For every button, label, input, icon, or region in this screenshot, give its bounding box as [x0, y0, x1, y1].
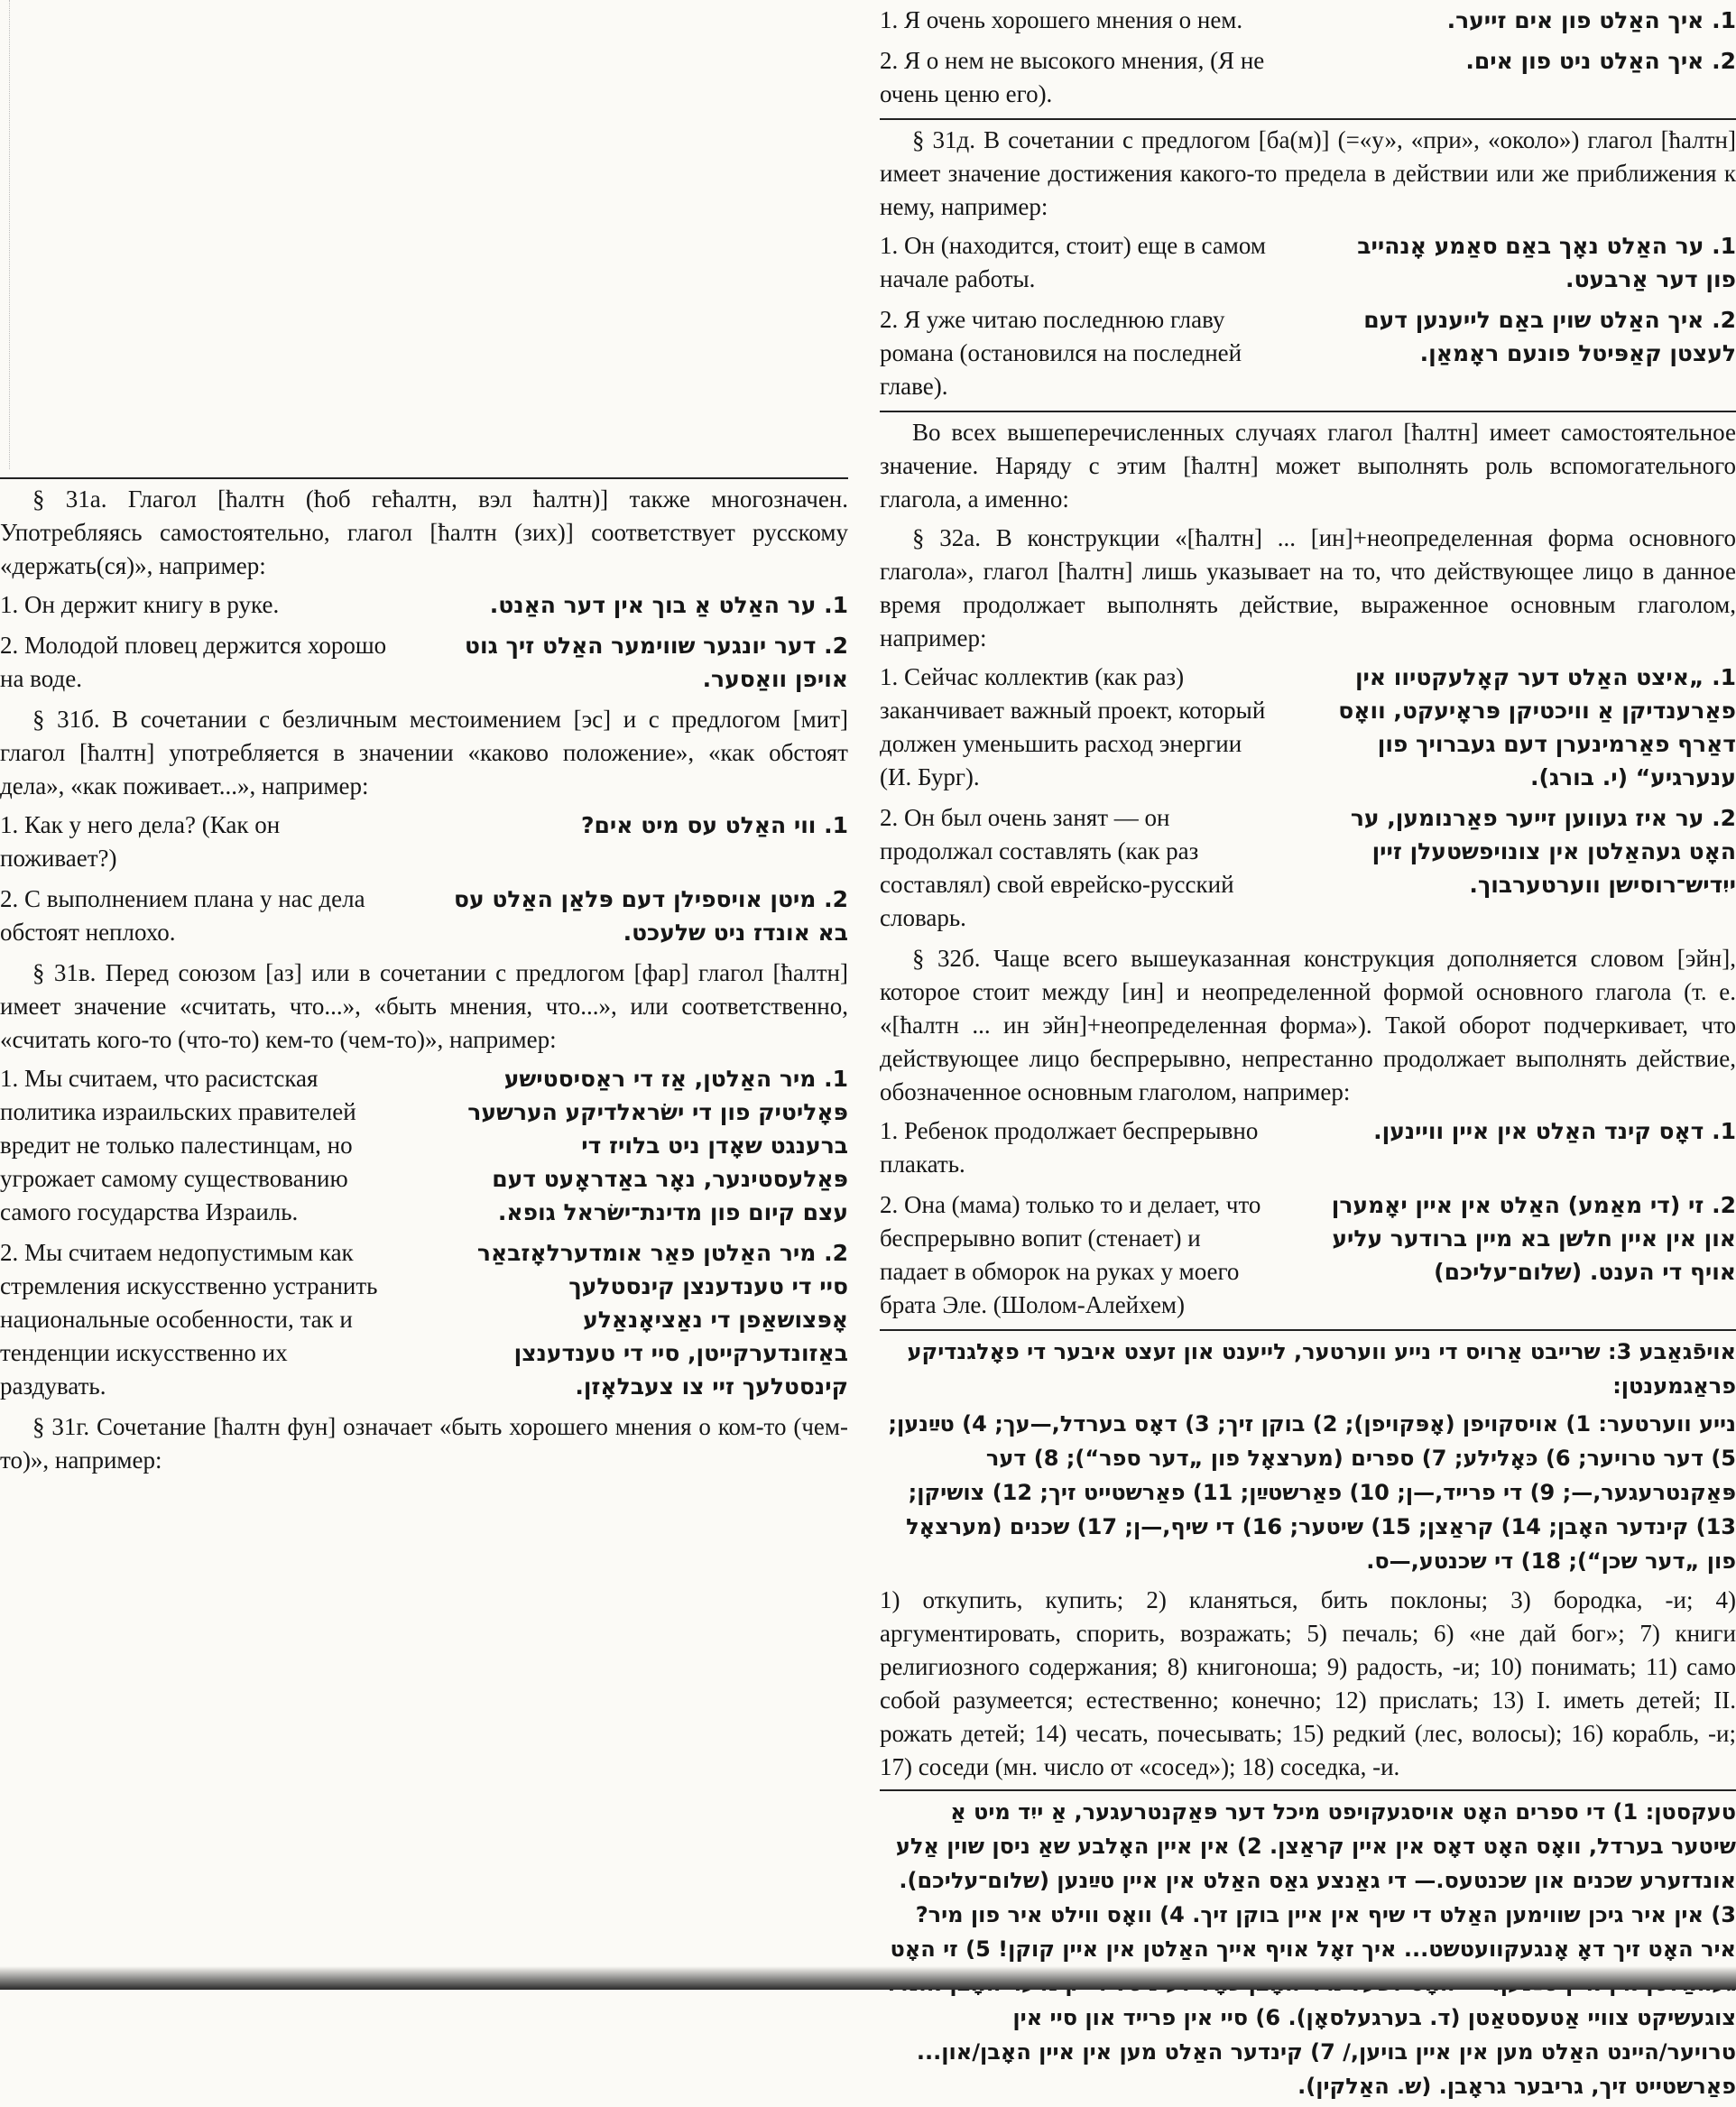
russian-example: 2. Она (мама) только то и делает, что беспрерывно вопит (стенает) и падает в обморок на руках у моего брата Эле. (Шолом-Алейхем): [880, 1191, 1261, 1318]
exercise-heading: אויפֿגאַבע 3: שרייבט אַרויס די נייע ווערטער, לייענט און זעצט איבער די פאָלגנדיקע פראַגמענטן:: [907, 1339, 1736, 1399]
example-row: [0, 1236, 848, 1403]
yiddish-example: 2. זי (די מאַמע) האַלט אין איין יאָמערן און אין איין חלשן בא מיין ברודער עליע אויף די הענט. (שלום־עליכם): [1331, 1192, 1736, 1285]
paragraph-31g: § 31г. Сочетание [ћалтн фун] означает «быть хорошего мнения о ком-то (чем-то)», например:: [0, 1413, 848, 1474]
example-row: [880, 1188, 1736, 1322]
russian-example: 2. Он был очень занят — он продолжал составлять (как раз составлял) свой еврейско-русский словарь.: [880, 804, 1234, 931]
yiddish-example: 1. דאָס קינד האַלט אין איין וויינען.: [1373, 1118, 1736, 1144]
scan-shadow: [0, 1966, 1736, 1990]
russian-example: 1. Как у него дела? (Как он поживает?): [0, 811, 281, 872]
yiddish-example: 2. ער איז געווען זייער פאַרנומען, ער האָט געהאַלטן אין צונויפשטעלן זיין ייִדיש־רוסישן ווערטערבוך.: [1350, 805, 1736, 898]
reading-texts: טעקסטן: 1) די ספרים האָט אויסגעקויפט מיכל דער פּאַקנטרעגער, אַ ייִד מיט אַ שיטער בערדל, וואָס האָט דאָס אין איין קראַצן. 2) אין איין האָלבע שאַ ניסן שוין אַלע אונדזערע שכנים און שכנטעס.— די גאַנצע גאַס האַלט אין איין טײַנען (שלום־עליכם). 3) אין איר גיכן שווימען האַלט די שיף אין איין בוקן זיך. 4) וואָס ווילט איר פון מיר? איר האָט זיך דאָ אָנגעקוועטשט... איך זאָל אויף אייך האַלטן אין איין קוקן! 5) זי האָט צוגעשיקט צוויי אַטעסטאַטן (ד. בערגעלסאָן). 6) סיי אין פרייד און סיי אין טרויער/היינט האַלט מען אין איין בויען,/ 7) קינדער האַלט מען אין איין האָבן/און... פאַרשטייט זיך, גריבער גראָבן. (ש. האַלקין).: [890, 1799, 1736, 2099]
yiddish-example: 2. מיר האַלטן פאַר אומדערלאָזבאַר סיי די טענדענצן קינסטלעך אָפּצושאַפן די נאַציאָנאַלע באַזונדערקייטן, סיי די טענדענצן קינסטלעך זיי צו צעבלאָזן.: [476, 1240, 848, 1400]
left-column: [0, 474, 848, 1483]
example-row: [880, 303, 1736, 403]
russian-example: 1. Мы считаем, что расистская политика израильских правителей вредит не только палестинцам, но угрожает самому существованию самого государства Израиль.: [0, 1065, 356, 1225]
yiddish-example: 1. ער האַלט אַ בוך אין דער האַנט.: [489, 592, 848, 618]
yiddish-example: 2. איך האַלט שוין באַם לייענען דעם לעצטן קאַפּיטל פונעם ראָמאַן.: [1363, 307, 1736, 366]
yiddish-example: 1. מיר האַלטן, אַז די ראַסיסטישע פּאָליטיק פון די ישׂראלדיקע הערשער ברענגט שאָדן ניט בלויז די פּאַלעסטינער, נאָר באַדראָעט דעם עצם קיום פון מדינת־ישׂראל גופא.: [467, 1066, 848, 1225]
example-row: [0, 588, 848, 622]
example-row: [0, 883, 848, 949]
divider: [880, 118, 1736, 120]
yiddish-example: 1. „איצט האַלט דער קאָלעקטיוו אין פאַרענדיקן אַ וויכטיקן פּראָיעקט, וואָס דאַרף פאַרמינערן דעם געברויך פון ענערגיע“ (י. בורג).: [1338, 664, 1736, 790]
yiddish-example: 1. איך האַלט פון אים זייער.: [1446, 7, 1736, 33]
russian-example: 1. Он держит книгу в руке.: [0, 591, 280, 618]
vocabulary-list: נייע ווערטער: 1) אויסקויפן (אָפּקויפן); 2) בוקן זיך; 3) דאָס בערדל,—עך; 4) טײַנען; 5) דער טרויער; 6) כּאָלילע; 7) ספרים (מערצאָל פון „דער ספר“); 8) דער פּאַקנטרעגער,—; 9) די פרייד,—ן; 10) פאַרשטײַן; 11) פאַרשטייט זיך; 12) צושיקן; 13) קינדער האָבן; 14) קראַצן; 15) שיטער; 16) די שיף,—ן; 17) שכנים (מערצאָל פון „דער שכן“); 18) די שכנטע,—ס.: [888, 1411, 1736, 1574]
example-row: [880, 1114, 1736, 1181]
russian-example: 2. Я уже читаю последнюю главу романа (остановился на последней главе).: [880, 306, 1242, 400]
yiddish-example: 2. מיטן אויספילן דעם פּלאַן האַלט עס בא אונדז ניט שלעכט.: [453, 886, 848, 946]
russian-example: 1. Ребенок продолжает беспрерывно плакать.: [880, 1117, 1259, 1178]
glossary: 1) откупить, купить; 2) кланяться, бить поклоны; 3) бородка, -и; 4) аргументировать, спорить, возражать; 5) печаль; 6) «не дай бог»; 7) книги религиозного содержания; 8) книгоноша; 9) радость, -и; 10) понимать; 11) само собой разумеется; естественно; конечно; 12) прислать; 13) I. иметь детей; II. рожать детей; 14) чесать, почесывать; 15) редкий (лес, волосы); 16) корабль, -и; 17) соседи (мн. число от «сосед»); 18) соседка, -и.: [880, 1586, 1736, 1780]
paragraph-31d: § 31д. В сочетании с предлогом [ба(м)] (=«у», «при», «около») глагол [ћалтн] имеет значение достижения какого-то предела в действии или же приближения к нему, например:: [880, 126, 1736, 220]
russian-example: 2. Я о нем не высокого мнения, (Я не очень ценю его).: [880, 47, 1265, 107]
paragraph-32a: § 32а. В конструкции «[ћалтн] ... [ин]+неопределенная форма основного глагола», глагол [ћалтн] лишь указывает на то, что действующее лицо в данное время продолжает выполнять действие, выраженное основным глаголом, например:: [880, 524, 1736, 652]
example-row: [880, 4, 1736, 37]
paragraph-31v: § 31в. Перед союзом [аз] или в сочетании с предлогом [фар] глагол [ћалтн] имеет значение «считать, что...», «быть мнения, что...», или соответственно, «считать кого-то (что-то) кем-то (чем-то)», например:: [0, 959, 848, 1053]
russian-example: 1. Я очень хорошего мнения о нем.: [880, 6, 1243, 33]
right-column: [880, 0, 1736, 2107]
yiddish-example: 2. דער יונגער שווימער האַלט זיך גוט אויפן וואַסער.: [465, 633, 848, 692]
yiddish-example: 1. ווי האַלט עס מיט אים?: [581, 812, 848, 838]
example-row: [0, 809, 848, 875]
russian-example: 2. С выполнением плана у нас дела обстоят неплохо.: [0, 885, 365, 946]
russian-example: 2. Мы считаем недопустимым как стремления искусственно устранить национальные особенности, так и тенденции искусственно их раздувать.: [0, 1239, 378, 1400]
example-row: [0, 1062, 848, 1229]
paragraph-32b: § 32б. Чаще всего вышеуказанная конструкция дополняется словом [эйн], которое стоит между [ин] и неопределенной формой основного глагола (т. е. «[ћалтн ... ин эйн]+неопределенная форма»). Такой оборот подчеркивает, что действующее лицо беспрерывно, непрестанно продолжает выполнять действие, обозначенное основным глаголом, например:: [880, 945, 1736, 1105]
paragraph-31a: § 31а. Глагол [ћалтн (ћоб геħалтн, вэл ћалтн)] также многозначен. Употребляясь самостоятельно, глагол [ћалтн (зих)] соответствует русскому «держать(ся)», например:: [0, 485, 848, 579]
divider: [880, 1329, 1736, 1331]
example-row: [880, 801, 1736, 935]
yiddish-example: 1. ער האַלט נאָך באַם סאַמע אָנהייב פון דער אַרבעט.: [1357, 233, 1736, 292]
yiddish-example: 2. איך האַלט ניט פון אים.: [1465, 48, 1736, 74]
paragraph-summary: Во всех вышеперечисленных случаях глагол [ћалтн] имеет самостоятельное значение. Наряду с этим [ћалтн] может выполнять роль вспомогательного глагола, а именно:: [880, 419, 1736, 513]
divider: [880, 1789, 1736, 1791]
scan-edge: [0, 0, 10, 469]
divider: [880, 411, 1736, 412]
example-row: [880, 661, 1736, 794]
russian-example: 2. Молодой пловец держится хорошо на воде.: [0, 632, 387, 692]
divider: [0, 477, 848, 479]
russian-example: 1. Он (находится, стоит) еще в самом начале работы.: [880, 232, 1266, 292]
example-row: [0, 629, 848, 696]
example-row: [880, 229, 1736, 296]
example-row: [880, 44, 1736, 111]
russian-example: 1. Сейчас коллектив (как раз) заканчивает важный проект, который должен уменьшить расход энергии (И. Бург).: [880, 663, 1266, 790]
paragraph-31b: § 31б. В сочетании с безличным местоимением [эс] и с предлогом [мит] глагол [ћалтн] употребляется в значении «каково положение», «как обстоят дела», «как поживает...», например:: [0, 706, 848, 799]
